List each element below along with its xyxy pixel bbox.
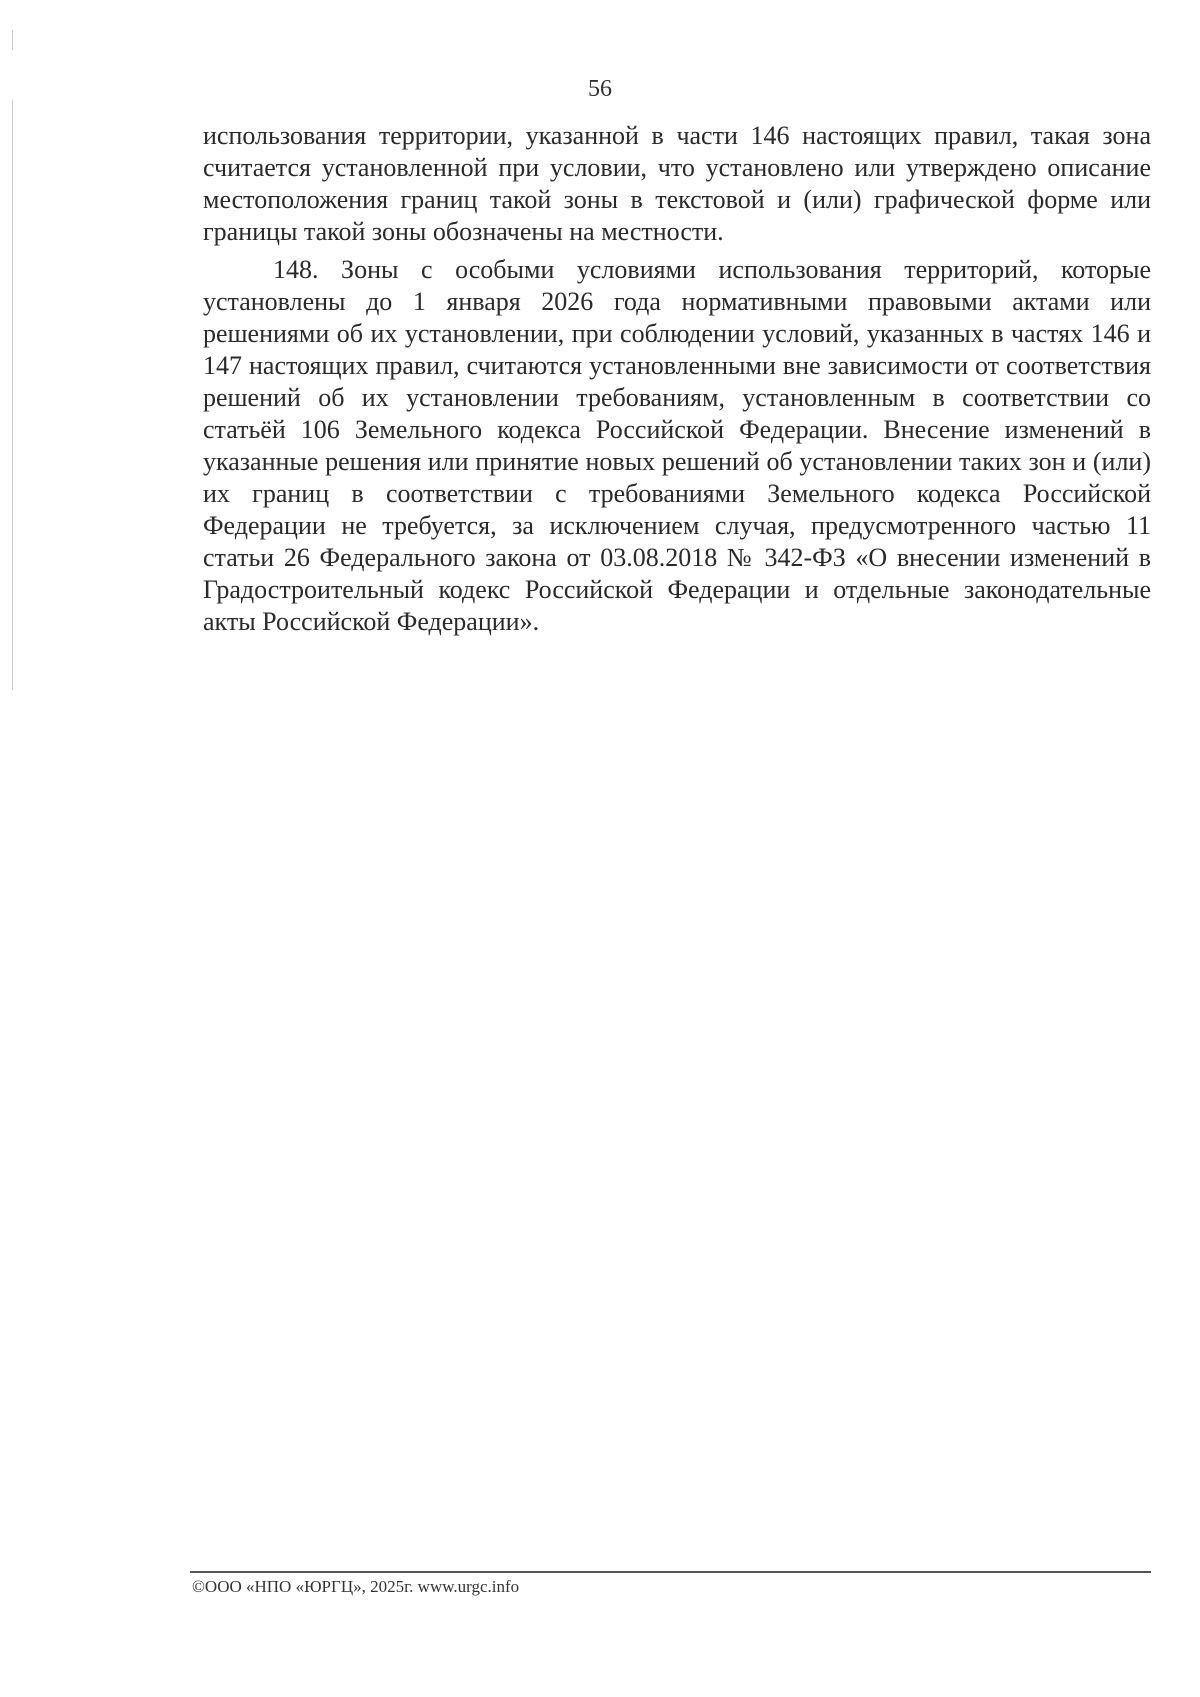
scan-edge-mark: [12, 30, 13, 50]
document-body: [203, 120, 1151, 638]
footer-copyright: ©ООО «НПО «ЮРГЦ», 2025г. www.urgc.info: [192, 1577, 520, 1596]
paragraph-continuation: использования территории, указанной в части 146 настоящих правил, такая зона считается установленной при условии, что установлено или утверждено описание местоположения границ такой зоны в текстовой и (или) графической форме или границы такой зоны обозначены на местности.: [203, 121, 1151, 246]
page-number: 56: [588, 76, 612, 102]
paragraph-148: 148. Зоны с особыми условиями использования территорий, которые установлены до 1 января 2026 года нормативными правовыми актами или решениями об их установлении, при соблюдении условий, указанных в частях 146 и 147 настоящих правил, считаются установленными вне зависимости от соответствия решений об их установлении требованиям, установленным в соответствии со статьёй 106 Земельного кодекса Российской Федерации. Внесение изменений в указанные решения или принятие новых решений об установлении таких зон и (или) их границ в соответствии с требованиями Земельного кодекса Российской Федерации не требуется, за исключением случая, предусмотренного частью 11 статьи 26 Федерального закона от 03.08.2018 № 342-ФЗ «О внесении изменений в Градостроительный кодекс Российской Федерации и отдельные законодательные акты Российской Федерации».: [203, 255, 1151, 636]
scan-edge-mark: [12, 100, 13, 690]
footer-divider: [190, 1571, 1151, 1573]
